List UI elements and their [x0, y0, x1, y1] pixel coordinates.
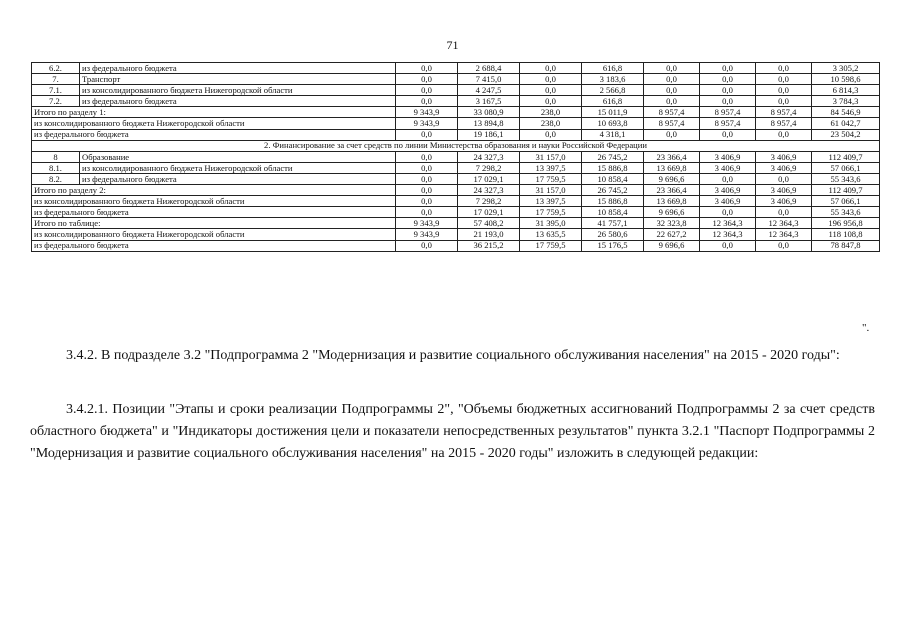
value-cell: 8 957,4 — [756, 118, 812, 129]
row-name: из консолидированного бюджета Нижегородской области — [80, 85, 396, 96]
value-cell: 22 627,2 — [644, 229, 700, 240]
value-cell: 112 409,7 — [812, 185, 880, 196]
value-cell: 0,0 — [700, 63, 756, 74]
value-cell: 19 186,1 — [458, 129, 520, 140]
value-cell: 0,0 — [644, 85, 700, 96]
value-cell: 13 669,8 — [644, 196, 700, 207]
value-cell: 0,0 — [756, 240, 812, 251]
value-cell: 9 343,9 — [396, 118, 458, 129]
value-cell: 0,0 — [756, 173, 812, 184]
value-cell: 0,0 — [756, 85, 812, 96]
value-cell: 0,0 — [396, 162, 458, 173]
value-cell: 0,0 — [396, 129, 458, 140]
value-cell: 0,0 — [520, 63, 582, 74]
total-row — [32, 196, 880, 207]
value-cell: 9 343,9 — [396, 107, 458, 118]
value-cell: 0,0 — [396, 74, 458, 85]
value-cell: 112 409,7 — [812, 151, 880, 162]
table-row — [32, 173, 880, 184]
value-cell: 41 757,1 — [582, 218, 644, 229]
value-cell: 0,0 — [644, 129, 700, 140]
value-cell: 3 406,9 — [756, 196, 812, 207]
value-cell: 33 080,9 — [458, 107, 520, 118]
value-cell: 0,0 — [396, 63, 458, 74]
value-cell: 0,0 — [700, 85, 756, 96]
value-cell: 3 784,3 — [812, 96, 880, 107]
value-cell: 21 193,0 — [458, 229, 520, 240]
value-cell: 4 318,1 — [582, 129, 644, 140]
value-cell: 15 886,8 — [582, 196, 644, 207]
value-cell: 13 397,5 — [520, 196, 582, 207]
value-cell: 6 814,3 — [812, 85, 880, 96]
table-row — [32, 151, 880, 162]
value-cell: 0,0 — [396, 96, 458, 107]
value-cell: 9 343,9 — [396, 218, 458, 229]
value-cell: 32 323,8 — [644, 218, 700, 229]
value-cell: 0,0 — [756, 129, 812, 140]
value-cell: 12 364,3 — [700, 218, 756, 229]
row-code: 8.1. — [32, 162, 80, 173]
value-cell: 2 566,8 — [582, 85, 644, 96]
value-cell: 55 343,6 — [812, 173, 880, 184]
row-name: из федерального бюджета — [80, 173, 396, 184]
value-cell: 13 635,5 — [520, 229, 582, 240]
value-cell: 7 298,2 — [458, 196, 520, 207]
value-cell: 26 745,2 — [582, 151, 644, 162]
value-cell: 616,8 — [582, 96, 644, 107]
value-cell: 0,0 — [396, 185, 458, 196]
total-label: из федерального бюджета — [32, 129, 396, 140]
value-cell: 0,0 — [700, 173, 756, 184]
value-cell: 8 957,4 — [644, 118, 700, 129]
row-code: 8 — [32, 151, 80, 162]
value-cell: 17 759,5 — [520, 207, 582, 218]
value-cell: 238,0 — [520, 118, 582, 129]
value-cell: 8 957,4 — [700, 118, 756, 129]
value-cell: 3 305,2 — [812, 63, 880, 74]
value-cell: 0,0 — [520, 74, 582, 85]
value-cell: 616,8 — [582, 63, 644, 74]
value-cell: 24 327,3 — [458, 185, 520, 196]
table-row — [32, 74, 880, 85]
value-cell: 13 894,8 — [458, 118, 520, 129]
value-cell: 13 669,8 — [644, 162, 700, 173]
value-cell: 17 029,1 — [458, 173, 520, 184]
total-row — [32, 229, 880, 240]
row-code: 7.1. — [32, 85, 80, 96]
value-cell: 0,0 — [756, 96, 812, 107]
value-cell: 15 886,8 — [582, 162, 644, 173]
value-cell: 0,0 — [396, 173, 458, 184]
value-cell: 23 366,4 — [644, 185, 700, 196]
value-cell: 196 956,8 — [812, 218, 880, 229]
row-code: 6.2. — [32, 63, 80, 74]
total-row — [32, 207, 880, 218]
value-cell: 17 029,1 — [458, 207, 520, 218]
value-cell: 3 406,9 — [700, 162, 756, 173]
value-cell: 8 957,4 — [700, 107, 756, 118]
value-cell: 0,0 — [700, 240, 756, 251]
value-cell: 0,0 — [396, 207, 458, 218]
value-cell: 31 157,0 — [520, 185, 582, 196]
value-cell: 13 397,5 — [520, 162, 582, 173]
value-cell: 0,0 — [700, 96, 756, 107]
value-cell: 9 343,9 — [396, 229, 458, 240]
value-cell: 12 364,3 — [700, 229, 756, 240]
value-cell: 57 066,1 — [812, 162, 880, 173]
value-cell: 0,0 — [700, 207, 756, 218]
row-code: 7. — [32, 74, 80, 85]
value-cell: 17 759,5 — [520, 173, 582, 184]
value-cell: 0,0 — [644, 74, 700, 85]
value-cell: 78 847,8 — [812, 240, 880, 251]
value-cell: 57 066,1 — [812, 196, 880, 207]
section-2-title: 2. Финансирование за счет средств по линии Министерства образования и науки Российской Федерации — [32, 140, 880, 151]
value-cell: 10 693,8 — [582, 118, 644, 129]
value-cell: 3 406,9 — [700, 185, 756, 196]
total-label: Итого по разделу 1: — [32, 107, 396, 118]
total-label: из федерального бюджета — [32, 207, 396, 218]
total-label: из консолидированного бюджета Нижегородской области — [32, 118, 396, 129]
row-name: из консолидированного бюджета Нижегородской области — [80, 162, 396, 173]
value-cell: 0,0 — [644, 96, 700, 107]
closing-quote: ". — [862, 322, 870, 334]
value-cell: 36 215,2 — [458, 240, 520, 251]
value-cell: 238,0 — [520, 107, 582, 118]
value-cell: 10 858,4 — [582, 173, 644, 184]
total-label: Итого по разделу 2: — [32, 185, 396, 196]
value-cell: 26 580,6 — [582, 229, 644, 240]
total-row — [32, 118, 880, 129]
total-label: из консолидированного бюджета Нижегородской области — [32, 229, 396, 240]
value-cell: 0,0 — [756, 207, 812, 218]
page-number: 71 — [446, 38, 459, 52]
total-label: из федерального бюджета — [32, 240, 396, 251]
value-cell: 7 298,2 — [458, 162, 520, 173]
value-cell: 3 406,9 — [756, 185, 812, 196]
table-body — [32, 63, 880, 252]
row-name: Образование — [80, 151, 396, 162]
value-cell: 10 858,4 — [582, 207, 644, 218]
value-cell: 12 364,3 — [756, 229, 812, 240]
paragraph-3-4-2-1: 3.4.2.1. Позиции "Этапы и сроки реализации Подпрограммы 2", "Объемы бюджетных ассигнований Подпрограммы 2 за счет средств областного бюджета" и "Индикаторы достижения цели и показатели непосредственных результатов" пункта 3.2.1 "Паспорт Подпрограммы 2 "Модернизация и развитие социального обслуживания населения" на 2015 - 2020 годы" изложить в следующей редакции: — [30, 402, 875, 461]
value-cell: 24 327,3 — [458, 151, 520, 162]
value-cell: 61 042,7 — [812, 118, 880, 129]
value-cell: 3 406,9 — [700, 196, 756, 207]
value-cell: 0,0 — [700, 129, 756, 140]
value-cell: 118 108,8 — [812, 229, 880, 240]
section-header-row — [32, 140, 880, 151]
value-cell: 9 696,6 — [644, 240, 700, 251]
total-row — [32, 240, 880, 251]
value-cell: 0,0 — [520, 96, 582, 107]
value-cell: 4 247,5 — [458, 85, 520, 96]
value-cell: 0,0 — [756, 74, 812, 85]
table-row — [32, 162, 880, 173]
value-cell: 3 406,9 — [700, 151, 756, 162]
value-cell: 3 406,9 — [756, 162, 812, 173]
value-cell: 15 011,9 — [582, 107, 644, 118]
table-row — [32, 96, 880, 107]
value-cell: 55 343,6 — [812, 207, 880, 218]
table-row — [32, 63, 880, 74]
value-cell: 10 598,6 — [812, 74, 880, 85]
value-cell: 0,0 — [520, 85, 582, 96]
total-row — [32, 218, 880, 229]
value-cell: 17 759,5 — [520, 240, 582, 251]
value-cell: 31 395,0 — [520, 218, 582, 229]
value-cell: 31 157,0 — [520, 151, 582, 162]
value-cell: 0,0 — [644, 63, 700, 74]
total-label: Итого по таблице: — [32, 218, 396, 229]
row-name: из федерального бюджета — [80, 96, 396, 107]
value-cell: 8 957,4 — [756, 107, 812, 118]
total-label: из консолидированного бюджета Нижегородской области — [32, 196, 396, 207]
table-row — [32, 85, 880, 96]
row-code: 8.2. — [32, 173, 80, 184]
value-cell: 57 408,2 — [458, 218, 520, 229]
value-cell: 0,0 — [396, 151, 458, 162]
value-cell: 0,0 — [396, 85, 458, 96]
value-cell: 0,0 — [756, 63, 812, 74]
value-cell: 9 696,6 — [644, 207, 700, 218]
value-cell: 3 183,6 — [582, 74, 644, 85]
value-cell: 3 406,9 — [756, 151, 812, 162]
value-cell: 23 504,2 — [812, 129, 880, 140]
value-cell: 15 176,5 — [582, 240, 644, 251]
value-cell: 7 415,0 — [458, 74, 520, 85]
value-cell: 3 167,5 — [458, 96, 520, 107]
value-cell: 0,0 — [700, 74, 756, 85]
value-cell: 9 696,6 — [644, 173, 700, 184]
value-cell: 23 366,4 — [644, 151, 700, 162]
row-name: Транспорт — [80, 74, 396, 85]
total-row — [32, 129, 880, 140]
total-row — [32, 107, 880, 118]
budget-table — [31, 62, 880, 252]
value-cell: 26 745,2 — [582, 185, 644, 196]
value-cell: 0,0 — [520, 129, 582, 140]
paragraph-3-4-2: 3.4.2. В подразделе 3.2 "Подпрограмма 2 "Модернизация и развитие социального обслуживания населения" на 2015 - 2020 годы": — [66, 348, 840, 363]
row-name: из федерального бюджета — [80, 63, 396, 74]
row-code: 7.2. — [32, 96, 80, 107]
value-cell: 0,0 — [396, 240, 458, 251]
value-cell: 2 688,4 — [458, 63, 520, 74]
value-cell: 0,0 — [396, 196, 458, 207]
value-cell: 84 546,9 — [812, 107, 880, 118]
value-cell: 12 364,3 — [756, 218, 812, 229]
total-row — [32, 185, 880, 196]
value-cell: 8 957,4 — [644, 107, 700, 118]
